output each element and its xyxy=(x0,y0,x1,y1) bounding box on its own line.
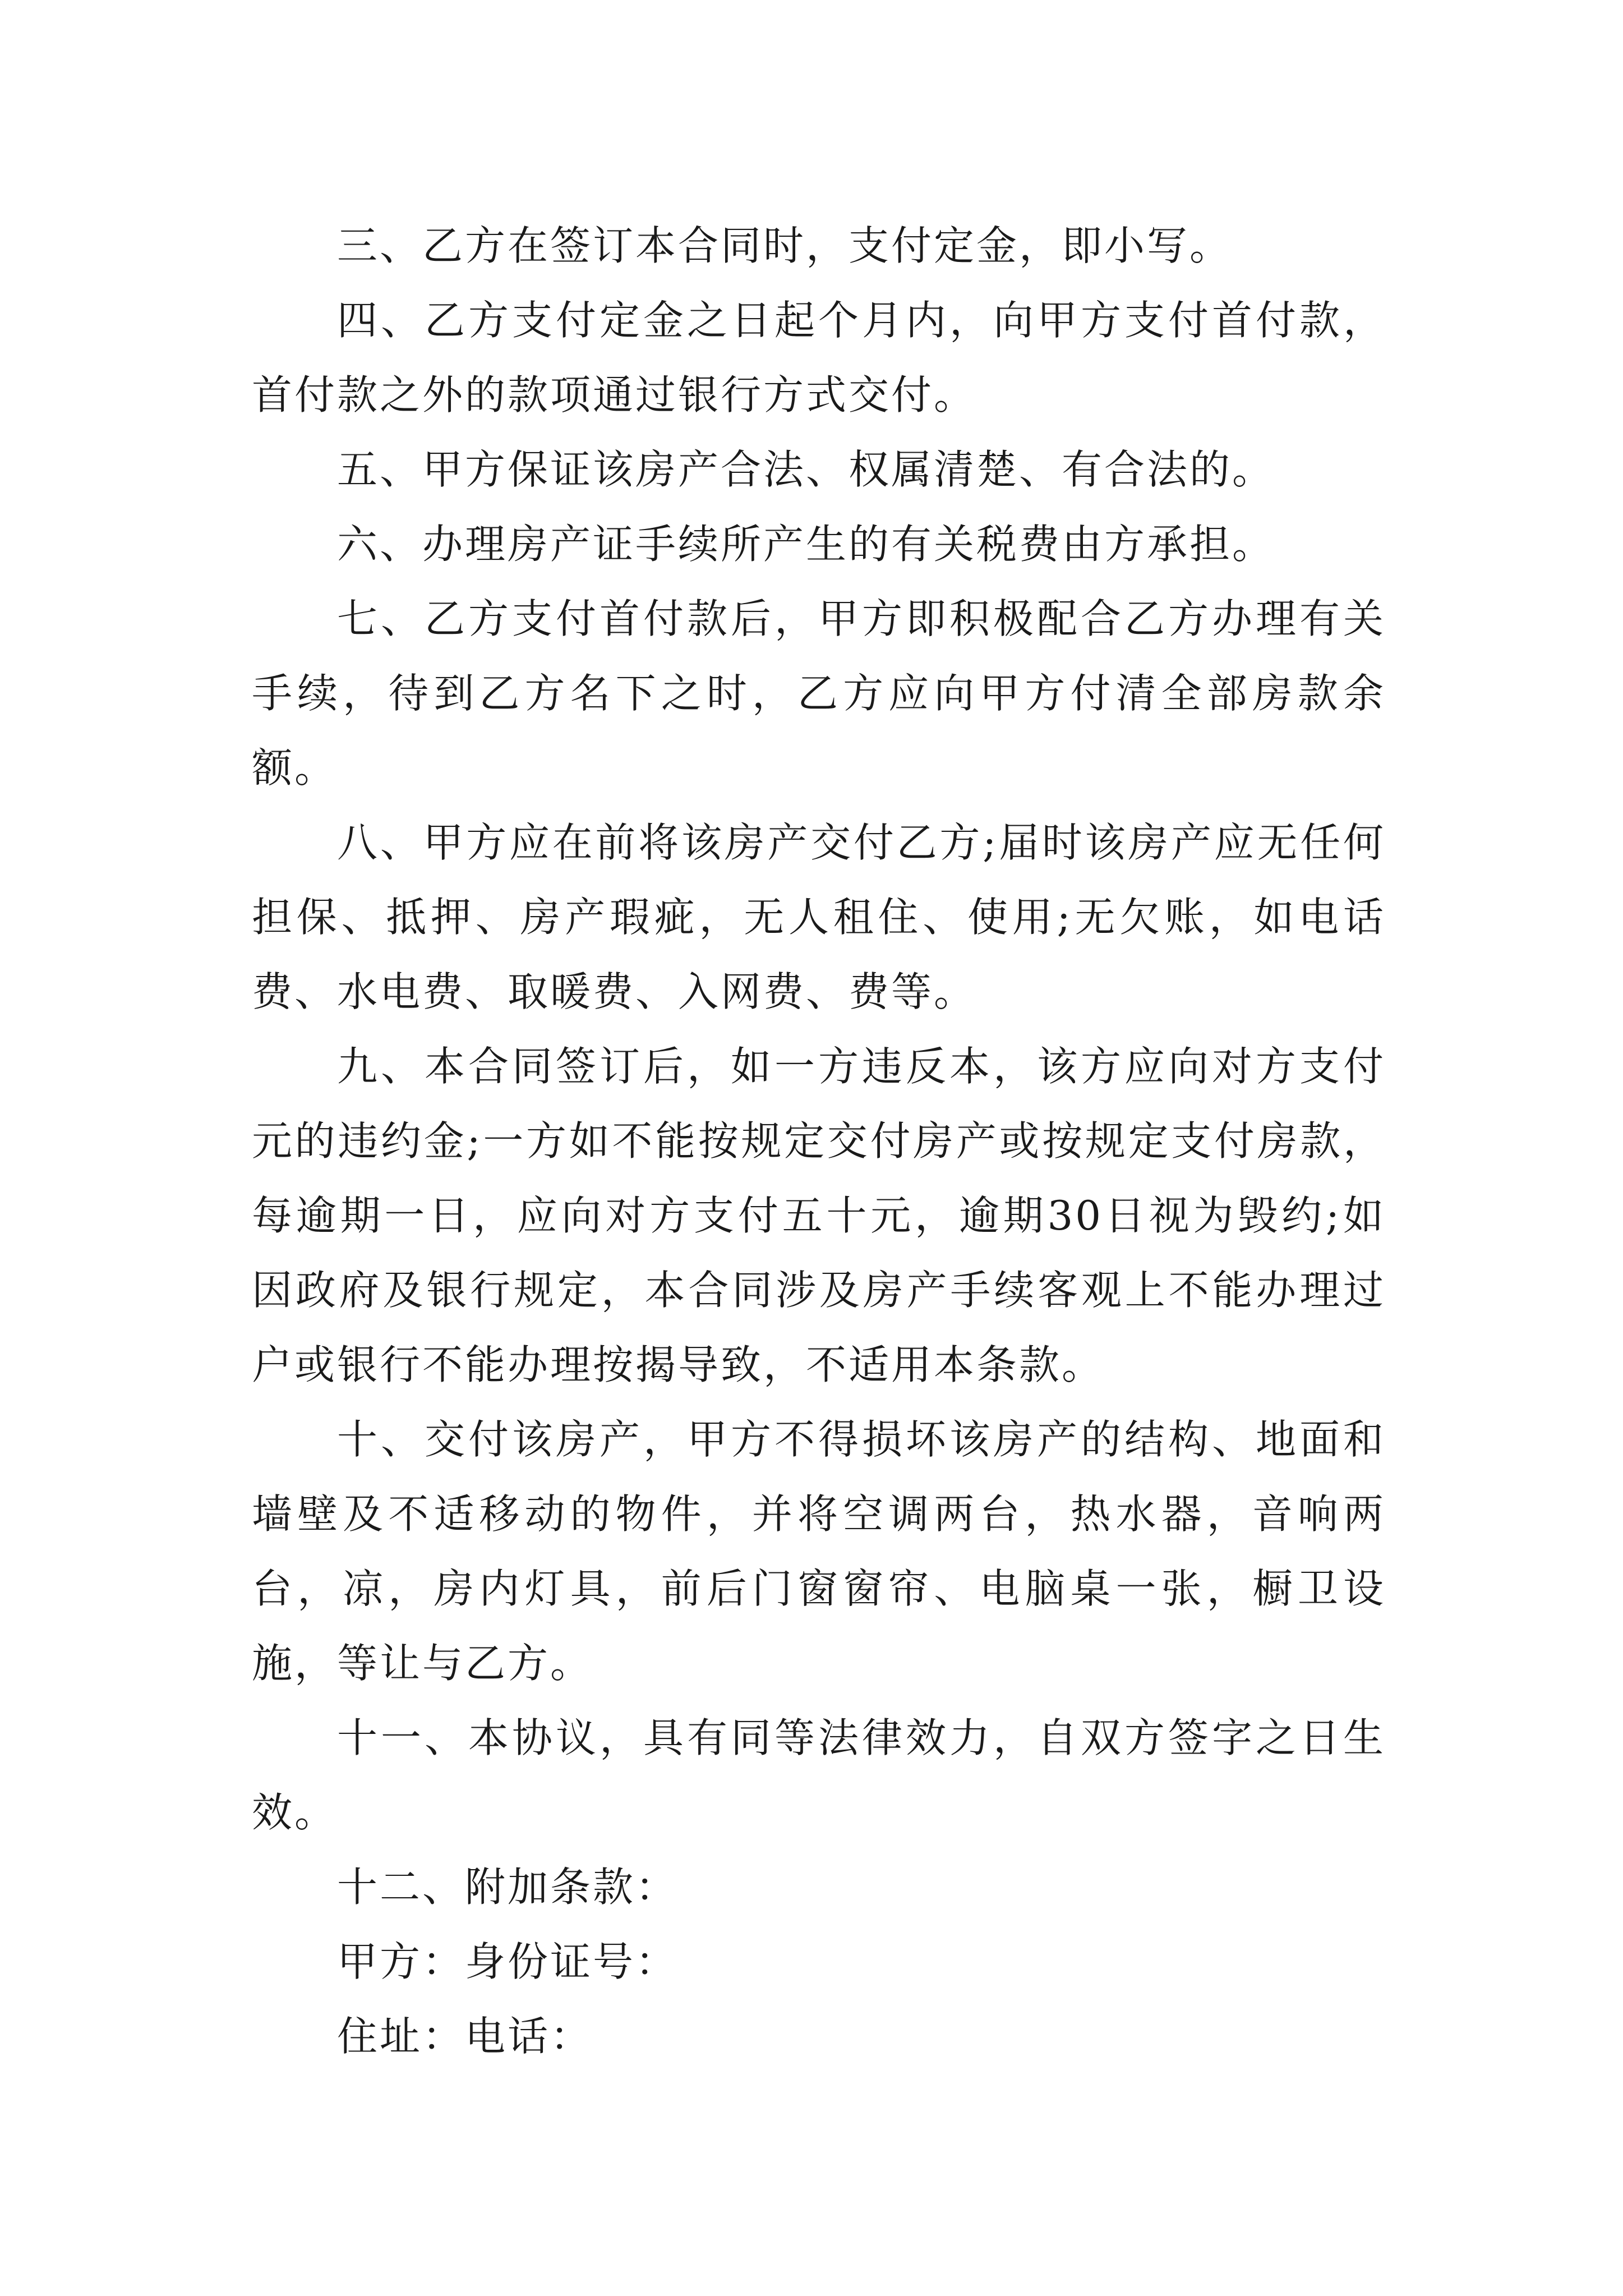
contract-body xyxy=(252,209,1386,2074)
clause-12-additional-terms: 十二、附加条款： xyxy=(337,1864,679,1911)
address-phone-line: 住址：电话： xyxy=(337,2013,593,2060)
clause-11: 十一、本协议，具有同等法律效力，自双方签字之日生效。 xyxy=(252,1714,1386,1836)
clause-6: 六、办理房产证手续所产生的有关税费由方承担。 xyxy=(337,521,1275,568)
clause-10: 十、交付该房产，甲方不得损坏该房产的结构、地面和墙壁及不适移动的物件，并将空调两台，热水器，音响两台，凉，房内灯具，前后门窗窗帘、电脑桌一张，橱卫设施，等让与乙方。 xyxy=(252,1416,1386,1687)
clause-7: 七、乙方支付首付款后，甲方即积极配合乙方办理有关手续，待到乙方名下之时，乙方应向甲方付清全部房款余额。 xyxy=(252,595,1386,792)
clause-5: 五、甲方保证该房产合法、权属清楚、有合法的。 xyxy=(337,446,1275,493)
clause-4: 四、乙方支付定金之日起个月内，向甲方支付首付款，首付款之外的款项通过银行方式交付。 xyxy=(252,297,1386,418)
clause-9: 九、本合同签订后，如一方违反本，该方应向对方支付元的违约金;一方如不能按规定交付房产或按规定支付房款，每逾期一日，应向对方支付五十元，逾期30日视为毁约;如因政府及银行规定，本合同涉及房产手续客观上不能办理过户或银行不能办理按揭导致，不适用本条款。 xyxy=(252,1043,1386,1388)
clause-8: 八、甲方应在前将该房产交付乙方;届时该房产应无任何担保、抵押、房产瑕疵，无人租住、使用;无欠账，如电话费、水电费、取暖费、入网费、费等。 xyxy=(252,819,1386,1015)
party-a-id-line: 甲方：身份证号： xyxy=(337,1938,679,1985)
clause-3: 三、乙方在签订本合同时，支付定金，即小写。 xyxy=(337,222,1233,269)
